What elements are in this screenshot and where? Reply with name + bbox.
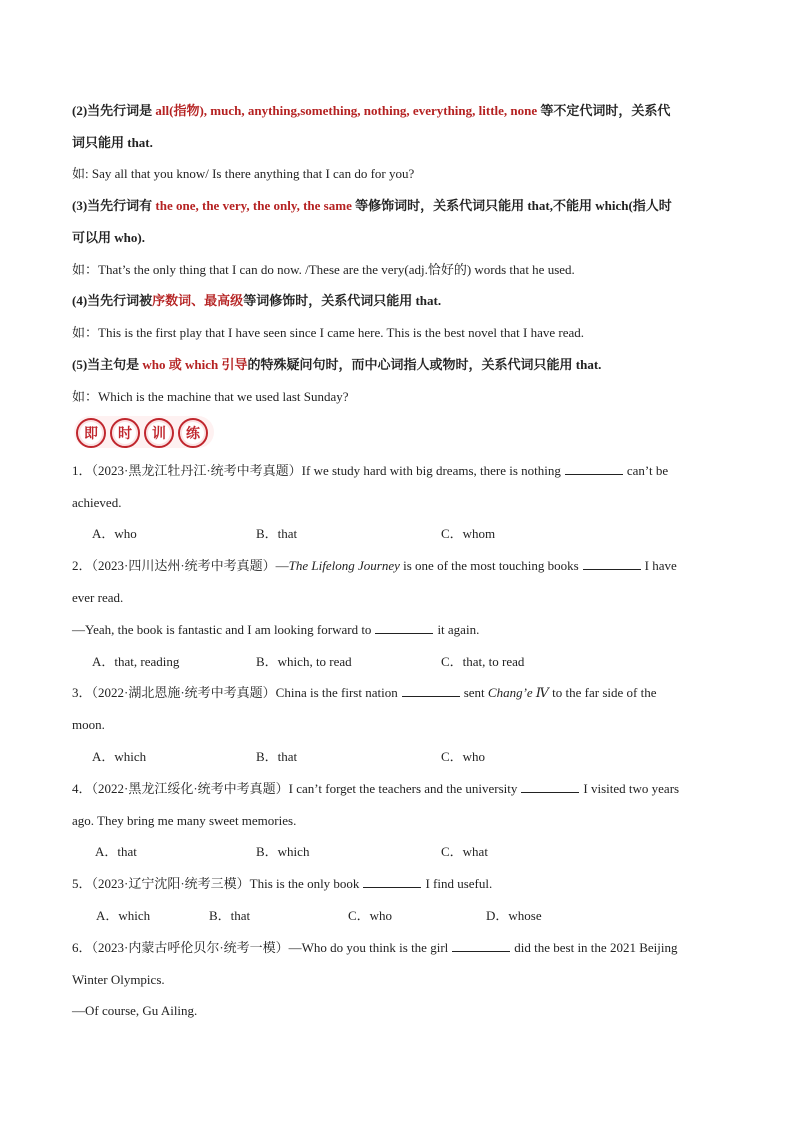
question-6-stem-end: did the best in the 2021 Beijing (514, 940, 678, 955)
question-5-option-b[interactable]: B．that (209, 908, 251, 923)
rule-2-prefix: (2)当先行词是 (72, 103, 156, 118)
question-2-blank-2 (375, 621, 433, 634)
question-6-line2: Winter Olympics. (72, 972, 165, 987)
question-3-option-b[interactable]: B．that (256, 749, 298, 764)
rule-2-example: 如: Say all that you know/ Is there anything that I can do for you? (72, 166, 415, 181)
question-1-stem-end: can’t be (626, 463, 669, 478)
rule-5-keywords: who 或 which 引导 (142, 357, 248, 372)
question-5-option-a[interactable]: A．which (96, 908, 151, 923)
question-4-blank (521, 780, 579, 793)
badge-char-4: 练 (178, 418, 208, 448)
rule-2-line2: 词只能用 that. (72, 135, 153, 150)
question-1-blank (565, 462, 623, 475)
question-3-probe-name: Chang’e Ⅳ (487, 685, 549, 700)
rule-4-suffix: 等词修饰时，关系代词只能用 that. (243, 293, 442, 308)
question-2-stem-end: I have (644, 558, 677, 573)
question-4-option-b[interactable]: B．which (256, 844, 310, 859)
question-6-blank (452, 939, 510, 952)
question-4-stem: 4．（2022·黑龙江绥化·统考中考真题）I can’t forget the teachers and the university (72, 781, 518, 796)
question-2-line3 (72, 620, 724, 640)
question-1-line1 (72, 461, 724, 481)
question-5-option-d[interactable]: D．whose (486, 908, 542, 923)
question-1-line2: achieved. (72, 495, 122, 510)
question-6-line1 (72, 938, 724, 958)
rule-3-line2: 可以用 who). (72, 230, 145, 245)
rule-4-keywords: 序数词、最高级 (152, 293, 244, 308)
question-2-reply-end: it again. (437, 622, 480, 637)
rule-3-keywords: the one, the very, the only, the same (155, 198, 352, 213)
rule-4-prefix: (4)当先行词被 (72, 293, 153, 308)
question-5-stem-end: I find useful. (425, 876, 493, 891)
question-5-option-c[interactable]: C．who (348, 908, 393, 923)
question-2-blank-1 (583, 557, 641, 570)
question-2-stem: 2．（2023·四川达州·统考中考真题）— (72, 558, 289, 573)
question-2-line2: ever read. (72, 590, 124, 605)
rule-5-example: 如：Which is the machine that we used last Sunday? (72, 389, 349, 404)
question-2-reply: —Yeah, the book is fantastic and I am looking forward to (72, 622, 372, 637)
question-2-option-a[interactable]: A．that, reading (92, 654, 180, 669)
rule-5-line1 (72, 355, 724, 375)
rule-5-suffix: 的特殊疑问句时，而中心词指人或物时，关系代词只能用 that. (247, 357, 602, 372)
question-5-blank (363, 875, 421, 888)
question-3-blank (402, 684, 460, 697)
question-2-stem-mid: is one of the most touching books (399, 558, 579, 573)
question-2-book-title: The Lifelong Journey (288, 558, 400, 573)
question-3-stem-end: to the far side of the (548, 685, 657, 700)
question-4-line1 (72, 779, 724, 799)
rule-2-keywords: all(指物), much, anything,something, nothing, everything, little, none (155, 103, 538, 118)
question-2-option-b[interactable]: B．which, to read (256, 654, 352, 669)
rule-4-example: 如：This is the first play that I have seen since I came here. This is the best novel that I have read. (72, 325, 585, 340)
question-4-option-c[interactable]: C．what (441, 844, 488, 859)
question-5-line1 (72, 874, 724, 894)
question-4-stem-end: I visited two years (583, 781, 680, 796)
badge-char-3: 训 (144, 418, 174, 448)
rule-3-example: 如：That’s the only thing that I can do now. /These are the very(adj.恰好的) words that he used. (72, 262, 575, 277)
question-3-stem-mid: sent (463, 685, 488, 700)
rule-3-prefix: (3)当先行词有 (72, 198, 156, 213)
section-badge (76, 418, 212, 448)
rule-3-line1 (72, 196, 724, 216)
rule-5-prefix: (5)当主句是 (72, 357, 143, 372)
question-5-stem: 5．（2023·辽宁沈阳·统考三模）This is the only book (72, 876, 360, 891)
question-1-option-c[interactable]: C．whom (441, 526, 496, 541)
rule-2-line1 (72, 101, 724, 121)
question-1-option-b[interactable]: B．that (256, 526, 298, 541)
rule-2-suffix: 等不定代词时，关系代 (537, 103, 671, 118)
question-3-line2: moon. (72, 717, 105, 732)
question-6-stem: 6．（2023·内蒙古呼伦贝尔·统考一模）—Who do you think is the girl (72, 940, 449, 955)
question-4-line2: ago. They bring me many sweet memories. (72, 813, 297, 828)
question-3-stem: 3．（2022·湖北恩施·统考中考真题）China is the first nation (72, 685, 398, 700)
question-1-option-a[interactable]: A．who (92, 526, 137, 541)
question-3-option-a[interactable]: A．which (92, 749, 147, 764)
question-6-line3: —Of course, Gu Ailing. (72, 1003, 198, 1018)
question-1-stem: 1．（2023·黑龙江牡丹江·统考中考真题）If we study hard with big dreams, there is nothing (72, 463, 561, 478)
question-2-option-c[interactable]: C．that, to read (441, 654, 525, 669)
rule-4-line1 (72, 291, 724, 311)
question-4-option-a[interactable]: A．that (95, 844, 137, 859)
question-2-line1 (72, 556, 724, 576)
question-3-option-c[interactable]: C．who (441, 749, 486, 764)
question-3-line1 (72, 683, 724, 703)
badge-char-1: 即 (76, 418, 106, 448)
rule-3-suffix: 等修饰词时，关系代词只能用 that,不能用 which(指人时 (351, 198, 672, 213)
badge-char-2: 时 (110, 418, 140, 448)
